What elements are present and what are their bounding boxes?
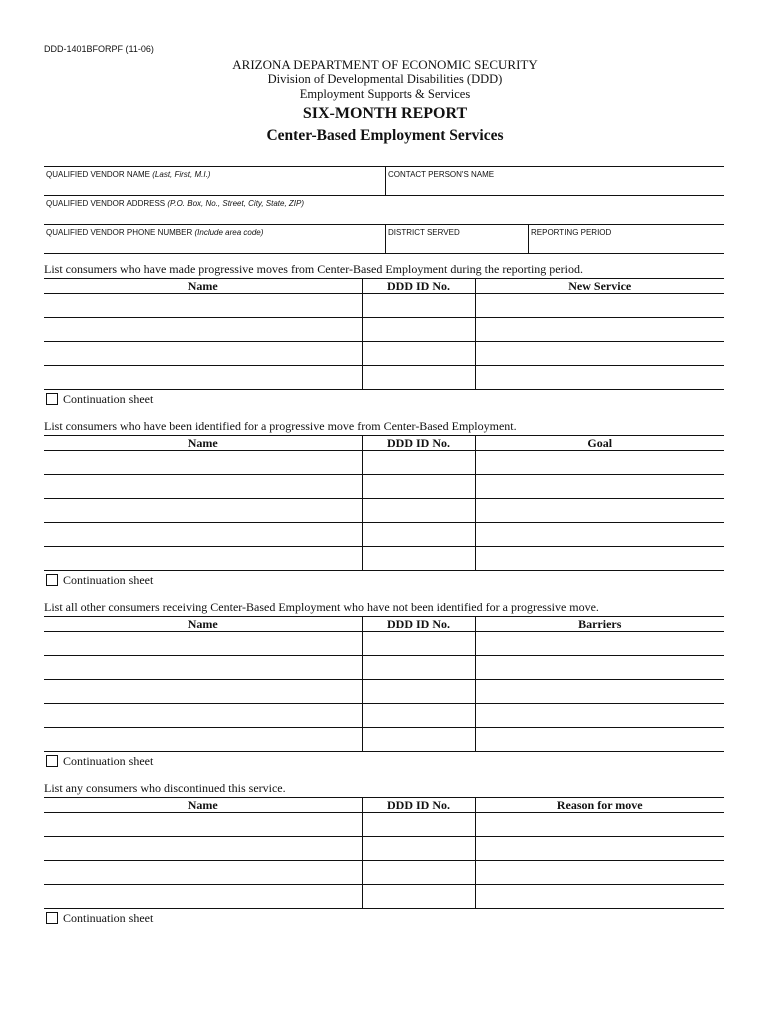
report-subtitle: Center-Based Employment Services	[266, 127, 504, 144]
vendor-row-phone	[44, 225, 724, 254]
ddd-id-cell[interactable]	[362, 523, 475, 547]
vendor-phone-field[interactable]	[44, 225, 385, 253]
name-cell[interactable]	[44, 632, 362, 656]
name-cell[interactable]	[44, 294, 362, 318]
contact-person-field[interactable]	[385, 167, 724, 195]
name-cell[interactable]	[44, 704, 362, 728]
ddd-id-cell[interactable]	[362, 294, 475, 318]
continuation-label: Continuation sheet	[63, 573, 154, 587]
column-header-barriers: Barriers	[475, 617, 724, 632]
ddd-id-cell[interactable]	[362, 885, 475, 909]
name-cell[interactable]	[44, 366, 362, 390]
ddd-id-cell[interactable]	[362, 632, 475, 656]
district-served-field[interactable]	[385, 225, 528, 253]
table-row	[44, 342, 724, 366]
column-header-name: Name	[44, 436, 362, 451]
name-cell[interactable]	[44, 547, 362, 571]
ddd-id-cell[interactable]	[362, 680, 475, 704]
reason-cell[interactable]	[475, 813, 724, 837]
vendor-name-label: QUALIFIED VENDOR NAME (Last, First, M.I.)	[46, 170, 211, 179]
section-intro: List consumers who have been identified for a progressive move from Center-Based Employment.	[44, 419, 517, 433]
column-header-name: Name	[44, 798, 362, 813]
table-header-row	[44, 436, 724, 451]
column-header-name: Name	[44, 279, 362, 294]
goal-cell[interactable]	[475, 499, 724, 523]
form-id: DDD-1401BFORPF (11-06)	[44, 44, 154, 54]
column-header-ddd-id: DDD ID No.	[362, 279, 475, 294]
table-row	[44, 523, 724, 547]
ddd-id-cell[interactable]	[362, 451, 475, 475]
barriers-cell[interactable]	[475, 656, 724, 680]
column-header-name: Name	[44, 617, 362, 632]
report-title: SIX-MONTH REPORT	[302, 105, 468, 122]
name-cell[interactable]	[44, 475, 362, 499]
name-cell[interactable]	[44, 342, 362, 366]
barriers-cell[interactable]	[475, 704, 724, 728]
ddd-id-cell[interactable]	[362, 547, 475, 571]
table-header-row	[44, 279, 724, 294]
reporting-period-label: REPORTING PERIOD	[531, 228, 612, 237]
ddd-id-cell[interactable]	[362, 813, 475, 837]
reason-cell[interactable]	[475, 885, 724, 909]
consumer-table	[44, 278, 724, 390]
barriers-cell[interactable]	[475, 680, 724, 704]
goal-cell[interactable]	[475, 451, 724, 475]
name-cell[interactable]	[44, 523, 362, 547]
table-row	[44, 861, 724, 885]
column-header-ddd-id: DDD ID No.	[362, 617, 475, 632]
name-cell[interactable]	[44, 451, 362, 475]
table-row	[44, 366, 724, 390]
table-row	[44, 318, 724, 342]
name-cell[interactable]	[44, 837, 362, 861]
contact-person-label: CONTACT PERSON'S NAME	[388, 170, 495, 179]
consumer-table	[44, 435, 724, 571]
continuation-option	[44, 910, 724, 927]
table-row	[44, 632, 724, 656]
table-row	[44, 294, 724, 318]
table-row	[44, 499, 724, 523]
table-row	[44, 547, 724, 571]
name-cell[interactable]	[44, 656, 362, 680]
table-row	[44, 656, 724, 680]
ddd-id-cell[interactable]	[362, 366, 475, 390]
column-header-reason: Reason for move	[475, 798, 724, 813]
goal-cell[interactable]	[475, 547, 724, 571]
name-cell[interactable]	[44, 680, 362, 704]
reason-cell[interactable]	[475, 837, 724, 861]
ddd-id-cell[interactable]	[362, 861, 475, 885]
name-cell[interactable]	[44, 728, 362, 752]
table-row	[44, 704, 724, 728]
column-header-ddd-id: DDD ID No.	[362, 436, 475, 451]
ddd-id-cell[interactable]	[362, 728, 475, 752]
column-header-ddd-id: DDD ID No.	[362, 798, 475, 813]
ddd-id-cell[interactable]	[362, 475, 475, 499]
continuation-checkbox[interactable]	[46, 393, 58, 405]
table-header-row	[44, 617, 724, 632]
goal-cell[interactable]	[475, 475, 724, 499]
consumer-table	[44, 616, 724, 752]
continuation-label: Continuation sheet	[63, 754, 154, 768]
table-header-row	[44, 798, 724, 813]
consumer-table	[44, 797, 724, 909]
name-cell[interactable]	[44, 885, 362, 909]
table-row	[44, 813, 724, 837]
vendor-name-field[interactable]	[44, 167, 385, 195]
table-row	[44, 475, 724, 499]
name-cell[interactable]	[44, 318, 362, 342]
barriers-cell[interactable]	[475, 632, 724, 656]
vendor-row-address	[44, 196, 724, 225]
agency-name: ARIZONA DEPARTMENT OF ECONOMIC SECURITY	[232, 57, 538, 72]
continuation-option	[44, 753, 724, 770]
name-cell[interactable]	[44, 499, 362, 523]
new-service-cell[interactable]	[475, 342, 724, 366]
new-service-cell[interactable]	[475, 366, 724, 390]
continuation-label: Continuation sheet	[63, 911, 154, 925]
vendor-info-block	[44, 166, 724, 254]
division-name: Division of Developmental Disabilities (DDD)	[267, 72, 503, 86]
ddd-id-cell[interactable]	[362, 704, 475, 728]
vendor-row-name	[44, 167, 724, 196]
continuation-checkbox[interactable]	[46, 755, 58, 767]
name-cell[interactable]	[44, 813, 362, 837]
section-other-consumers	[44, 599, 724, 770]
continuation-label: Continuation sheet	[63, 392, 154, 406]
reason-cell[interactable]	[475, 861, 724, 885]
reporting-period-field[interactable]	[528, 225, 724, 253]
goal-cell[interactable]	[475, 523, 724, 547]
ddd-id-cell[interactable]	[362, 342, 475, 366]
section-discontinued	[44, 780, 724, 927]
continuation-checkbox[interactable]	[46, 574, 58, 586]
section-identified-for-move	[44, 418, 724, 589]
section-intro: List consumers who have made progressive moves from Center-Based Employment during the reporting period.	[44, 262, 583, 276]
table-row	[44, 451, 724, 475]
ddd-id-cell[interactable]	[362, 499, 475, 523]
section-intro: List any consumers who discontinued this service.	[44, 781, 286, 795]
new-service-cell[interactable]	[475, 294, 724, 318]
continuation-option	[44, 572, 724, 589]
barriers-cell[interactable]	[475, 728, 724, 752]
ddd-id-cell[interactable]	[362, 837, 475, 861]
ddd-id-cell[interactable]	[362, 656, 475, 680]
column-header-goal: Goal	[475, 436, 724, 451]
name-cell[interactable]	[44, 861, 362, 885]
table-row	[44, 728, 724, 752]
district-served-label: DISTRICT SERVED	[388, 228, 460, 237]
vendor-address-label: QUALIFIED VENDOR ADDRESS (P.O. Box, No., Street, City, State, ZIP)	[46, 199, 305, 208]
ddd-id-cell[interactable]	[362, 318, 475, 342]
column-header-new-service: New Service	[475, 279, 724, 294]
unit-name: Employment Supports & Services	[299, 87, 471, 101]
section-progressive-moves	[44, 261, 724, 408]
section-intro: List all other consumers receiving Center-Based Employment who have not been identified for a progressive move.	[44, 600, 599, 614]
vendor-phone-label: QUALIFIED VENDOR PHONE NUMBER (Include area code)	[46, 228, 264, 237]
table-row	[44, 837, 724, 861]
vendor-address-field[interactable]	[44, 196, 724, 224]
table-row	[44, 885, 724, 909]
continuation-checkbox[interactable]	[46, 912, 58, 924]
continuation-option	[44, 391, 724, 408]
new-service-cell[interactable]	[475, 318, 724, 342]
table-row	[44, 680, 724, 704]
